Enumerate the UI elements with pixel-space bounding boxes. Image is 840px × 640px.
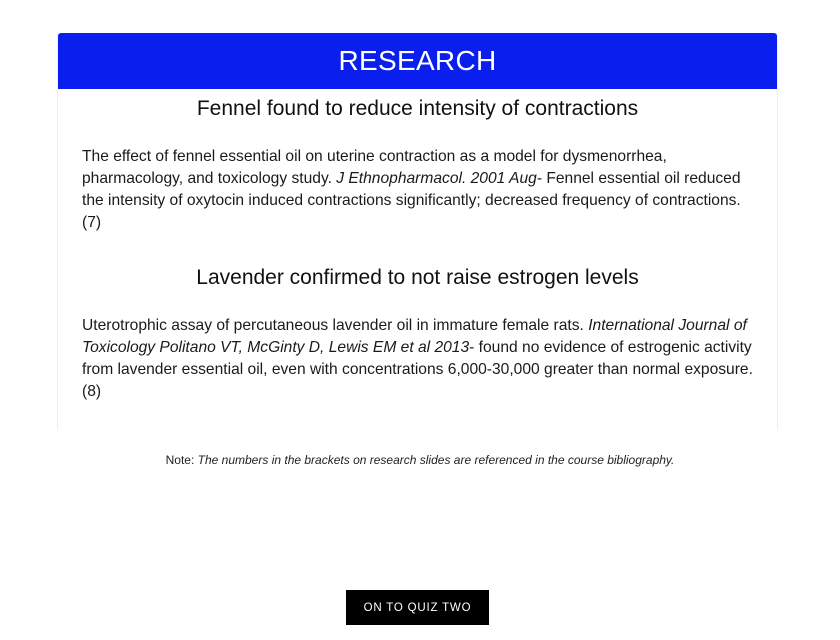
paragraph-text: Uterotrophic assay of percutaneous lavender oil in immature female rats. [82,317,589,334]
note-label: Note: [165,453,195,467]
research-banner [58,33,777,89]
paragraph-text: The effect of fennel essential oil on uterine contraction as a model for dysmenorrhea, pharmacology, and toxicology study. [82,148,667,187]
research-card [57,33,778,430]
section-paragraph-fennel [82,146,754,234]
paragraph-citation: J Ethnopharmacol. 2001 Aug [336,170,537,187]
section-heading-lavender: Lavender confirmed to not raise estrogen levels [196,266,639,289]
section-heading-fennel: Fennel found to reduce intensity of contractions [196,97,639,120]
note-text: The numbers in the brackets on research slides are referenced in the course bibliography. [197,453,675,467]
quiz-two-button[interactable]: ON TO QUIZ TWO [346,590,489,625]
paragraph-text: - found no evidence of estrogenic activity from lavender essential oil, even with concentrations 6,000-30,000 greater than normal exposure. (8) [82,339,753,400]
paragraph-text: - Fennel essential oil reduced the intensity of oxytocin induced contractions significantly; decreased frequency of contractions. (7) [82,170,741,231]
bibliography-note [0,453,840,467]
paragraph-citation: International Journal of Toxicology Politano VT, McGinty D, Lewis EM et al 2013 [82,317,747,356]
banner-title: RESEARCH [338,45,497,76]
section-paragraph-lavender [82,315,754,403]
